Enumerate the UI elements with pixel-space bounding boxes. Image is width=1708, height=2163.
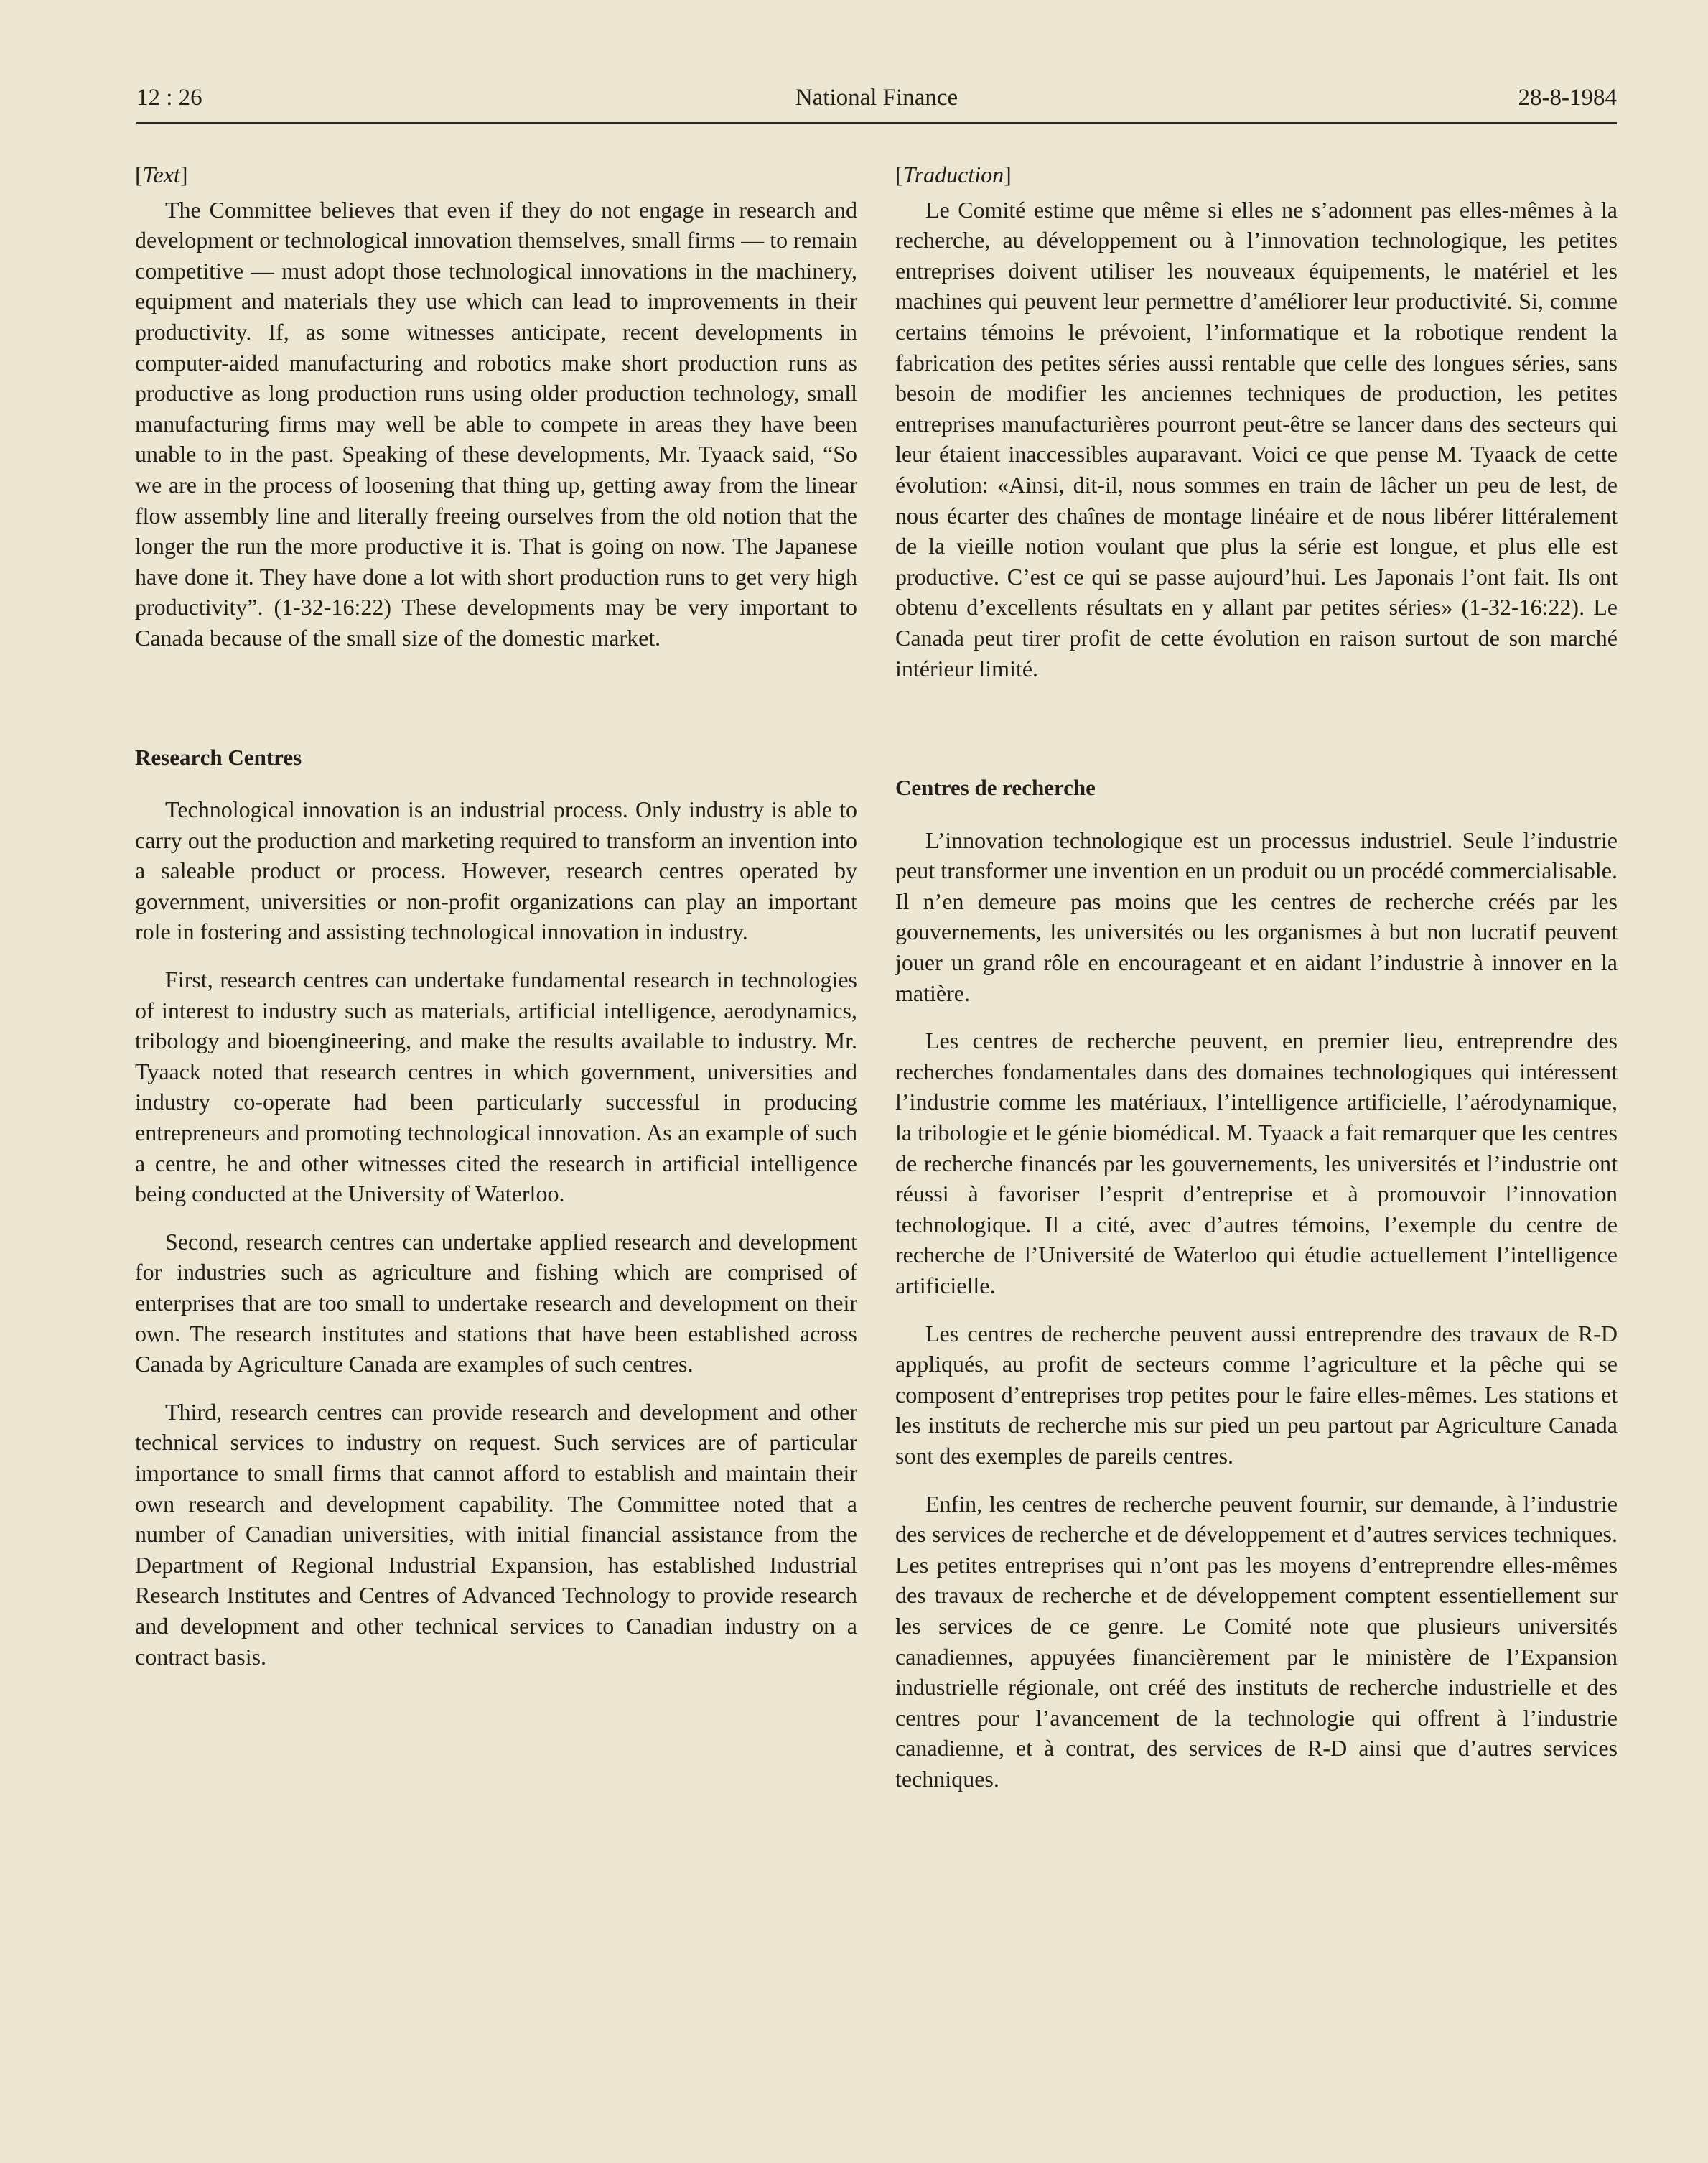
issue-date: 28-8-1984 (1518, 85, 1617, 111)
french-column (895, 159, 1618, 1795)
paragraph-2-fr: Les centres de recherche peuvent, en premier lieu, entreprendre des recherches fondamentales dans des domaines technologiques qui intéressent l’industrie comme les matériaux, l’intelligence artificielle, l’aérodynamique, la tribologie et le génie biomédical. M. Tyaack a fait remarquer que les centres de recherche financés par les gouvernements, les universités et l’industrie ont réussi à favoriser l’esprit d’entreprise et à promouvoir l’innovation technologique. Il a cité, avec d’autres témoins, l’exemple du centre de recherche de l’Université de Waterloo qui étudie actuellement l’intelligence artificielle. (895, 1028, 1618, 1298)
paragraph-4-fr: Enfin, les centres de recherche peuvent fournir, sur demande, à l’industrie des services de recherche et de développement et d’autres services techniques. Les petites entreprises qui n’ont pas les moyens d’entreprendre elles-mêmes des travaux de recherche et de développement comptent essentiellement sur les services de ce genre. Le Comité note que plusieurs universités canadiennes, appuyées financièrement par le ministère de l’Expansion industrielle régionale, ont créé des instituts de recherche industrielle et des centres pour l’avancement de la technologie qui offrent à l’industrie canadienne, et à contrat, des services de R-D ainsi que d’autres services techniques. (895, 1490, 1618, 1792)
section-heading: Research Centres (135, 744, 302, 770)
traduction-tag: [Traduction] (895, 162, 1012, 187)
intro-paragraph: The Committee believes that even if they do not engage in research and development or technological innovation themselves, small firms — to remain competitive — must adopt those technological innovations in the machinery, equipment and materials they use which can lead to improvements in their productivity. If, as some witnesses anticipate, recent developments in computer-aided manufacturing and robotics make short production runs as productive as long production runs using older production technology, small manufacturing firms may well be able to compete in areas they have been unable to in the past. Speaking of these developments, Mr. Tyaack said, “So we are in the process of loosening that thing up, getting away from the linear flow assembly line and literally freeing ourselves from the old notion that the longer the run the more productive it is. That is going on now. The Japanese have done it. They have done a lot with short production runs to get very high productivity”. (1-32-16:22) These developments may be very important to Canada because of the small size of the domestic market. (135, 196, 857, 651)
text-tag-label: Text (142, 162, 180, 187)
text-tag: [Text] (135, 162, 188, 187)
traduction-tag-label: Traduction (902, 162, 1004, 187)
paragraph-1-fr: L’innovation technologique est un processus industriel. Seule l’industrie peut transformer une invention en un produit ou un procédé commercialisable. Il n’en demeure pas moins que les centres de recherche créés par les gouvernements, les universités ou les organismes à but non lucratif peuvent jouer un grand rôle en encourageant et en aidant l’industrie à innover en la matière. (895, 827, 1618, 1006)
paragraph-2: First, research centres can undertake fundamental research in technologies of interest to industry such as materials, artificial intelligence, aerodynamics, tribology and bioengineering, and make the results available to industry. Mr. Tyaack noted that research centres in which government, universities and industry co-operate had been particularly successful in producing entrepreneurs and promoting technological innovation. As an example of such a centre, he and other witnesses cited the research in artificial intelligence being conducted at the University of Waterloo. (135, 967, 857, 1207)
paragraph-4: Third, research centres can provide research and development and other technical services to industry on request. Such services are of particular importance to small firms that cannot afford to establish and maintain their own research and development capability. The Committee noted that a number of Canadian universities, with initial financial assistance from the Department of Regional Industrial Expansion, has established Industrial Research Institutes and Centres of Advanced Technology to provide research and development and other technical services to Canadian industry on a contract basis. (135, 1398, 857, 1670)
paragraph-3-fr: Les centres de recherche peuvent aussi entreprendre des travaux de R-D appliqués, au profit de secteurs comme l’agriculture et la pêche qui se composent d’entreprises trop petites pour le faire elles-mêmes. Les stations et les instituts de recherche mis sur pied un peu partout par Agriculture Canada sont des exemples de pareils centres. (895, 1320, 1618, 1469)
intro-paragraph-fr: Le Comité estime que même si elles ne s’adonnent pas elles-mêmes à la recherche, au développement ou à l’innovation technologique, les petites entreprises doivent utiliser les nouveaux équipements, le matériel et les machines qui peuvent leur permettre d’améliorer leur productivité. Si, comme certains témoins le prévoient, l’informatique et la robotique rendent la fabrication des petites séries aussi rentable que celle des longues séries, sans besoin de modifier les anciennes techniques de production, les petites entreprises manufacturières pourront peut-être se lancer dans des secteurs qui leur étaient inaccessibles auparavant. Voici ce que pense M. Tyaack de cette évolution: «Ainsi, dit-il, nous sommes en train de lâcher un peu de lest, de nous écarter des chaînes de montage linéaire et de nous libérer littéralement de la vieille notion voulant que plus la série est longue, et plus elle est productive. C’est ce qui se passe aujourd’hui. Les Japonais l’ont fait. Ils ont obtenu d’excellents résultats en y allant par petites séries» (1-32-16:22). Le Canada peut tirer profit de cette évolution en raison surtout de son marché intérieur limité. (895, 196, 1618, 682)
page-header (136, 85, 1617, 124)
paragraph-1: Technological innovation is an industrial process. Only industry is able to carry out the production and marketing required to transform an invention into a saleable product or process. However, research centres operated by government, universities or non-profit organizations can play an important role in fostering and assisting technological innovation in industry. (135, 796, 857, 945)
section-heading-fr: Centres de recherche (895, 775, 1096, 801)
page-number: 12 : 26 (136, 85, 202, 111)
english-column (135, 159, 857, 1672)
paragraph-3: Second, research centres can undertake applied research and development for industries such as agriculture and fishing which are comprised of enterprises that are too small to undertake research and development on their own. The research institutes and stations that have been established across Canada by Agriculture Canada are examples of such centres. (135, 1228, 857, 1377)
publication-title: National Finance (795, 85, 958, 111)
